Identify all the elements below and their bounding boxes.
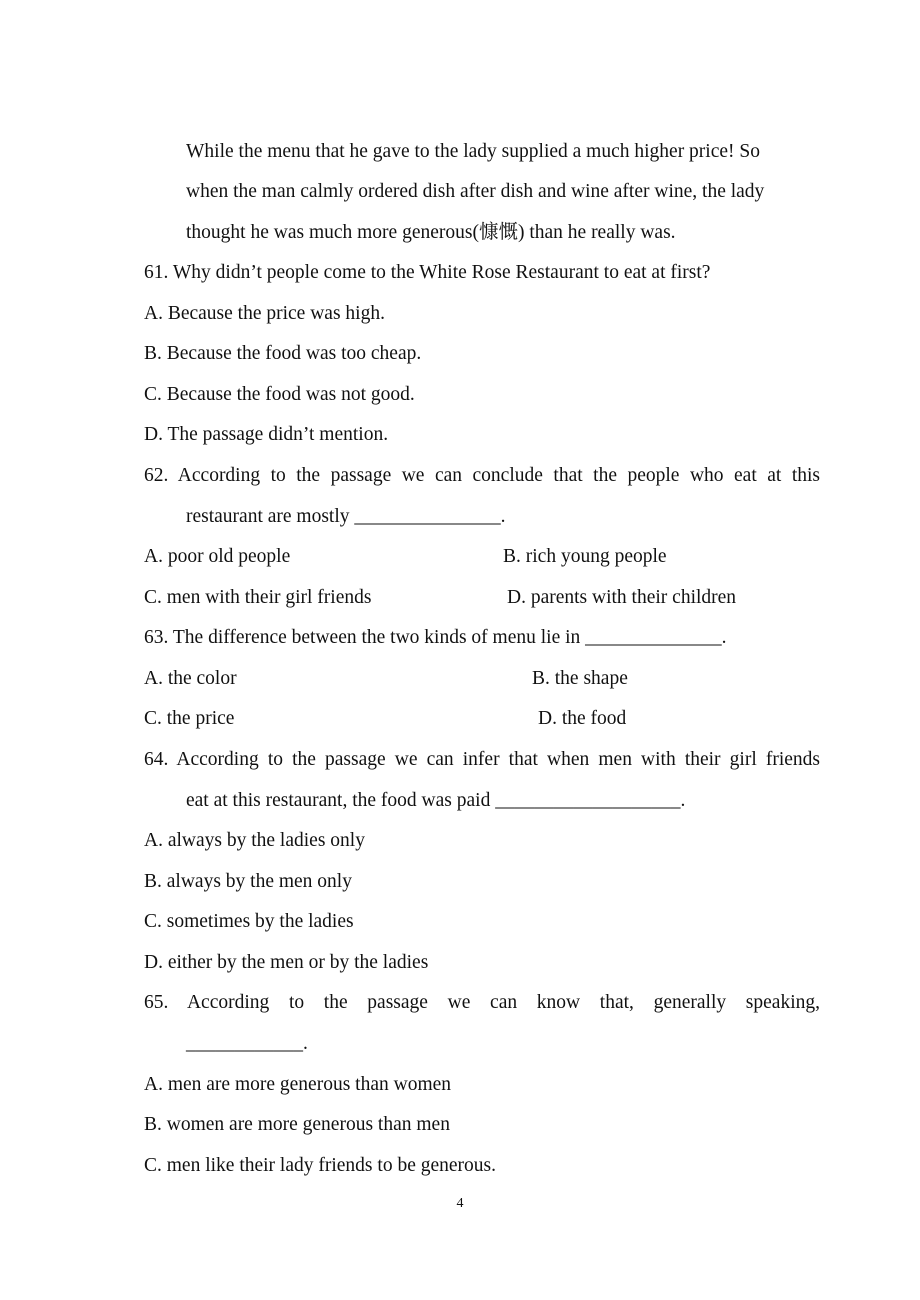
question-63-stem: 63. The difference between the two kinds of menu lie in ______________. bbox=[144, 627, 727, 648]
question-63-option-a: A. the color bbox=[144, 668, 237, 689]
page-number: 4 bbox=[456, 1196, 464, 1211]
question-63-option-d: D. the food bbox=[538, 708, 627, 729]
question-62-option-c: C. men with their girl friends bbox=[144, 587, 372, 608]
question-61-option-d: D. The passage didn’t mention. bbox=[144, 424, 389, 445]
passage-line-3: thought he was much more generous(慷慨) than he really was. bbox=[186, 222, 676, 243]
question-64-option-b: B. always by the men only bbox=[144, 871, 352, 892]
question-64-stem: 64. According to the passage we can infer that when men with their girl friends bbox=[144, 749, 820, 770]
passage-line-1: While the menu that he gave to the lady supplied a much higher price! So bbox=[186, 141, 760, 162]
question-65-stem: 65. According to the passage we can know that, generally speaking, bbox=[144, 992, 820, 1013]
passage-line-2: when the man calmly ordered dish after dish and wine after wine, the lady bbox=[186, 181, 765, 202]
question-65-option-c: C. men like their lady friends to be generous. bbox=[144, 1155, 496, 1176]
question-65-option-a: A. men are more generous than women bbox=[144, 1074, 452, 1095]
question-62-row-ab bbox=[144, 545, 820, 569]
question-62-stem-continued: restaurant are mostly _______________. bbox=[186, 506, 506, 527]
question-63-option-c: C. the price bbox=[144, 708, 235, 729]
question-62-row-cd bbox=[144, 586, 820, 610]
question-62-option-b: B. rich young people bbox=[503, 546, 667, 567]
question-63-row-ab bbox=[144, 667, 820, 691]
question-63-option-b: B. the shape bbox=[532, 668, 628, 689]
question-64-option-d: D. either by the men or by the ladies bbox=[144, 952, 429, 973]
question-64-option-a: A. always by the ladies only bbox=[144, 830, 365, 851]
question-61-option-c: C. Because the food was not good. bbox=[144, 384, 415, 405]
question-61-option-b: B. Because the food was too cheap. bbox=[144, 343, 422, 364]
question-61-option-a: A. Because the price was high. bbox=[144, 303, 385, 324]
question-62-option-a: A. poor old people bbox=[144, 546, 291, 567]
question-62-option-d: D. parents with their children bbox=[507, 587, 737, 608]
question-65-option-b: B. women are more generous than men bbox=[144, 1114, 450, 1135]
question-63-row-cd bbox=[144, 707, 820, 731]
question-62-stem: 62. According to the passage we can conclude that the people who eat at this bbox=[144, 465, 820, 486]
question-61-stem: 61. Why didn’t people come to the White Rose Restaurant to eat at first? bbox=[144, 262, 711, 283]
question-65-stem-continued: ____________. bbox=[186, 1033, 308, 1054]
question-64-stem-continued: eat at this restaurant, the food was paid ___________________. bbox=[186, 790, 686, 811]
question-64-option-c: C. sometimes by the ladies bbox=[144, 911, 354, 932]
